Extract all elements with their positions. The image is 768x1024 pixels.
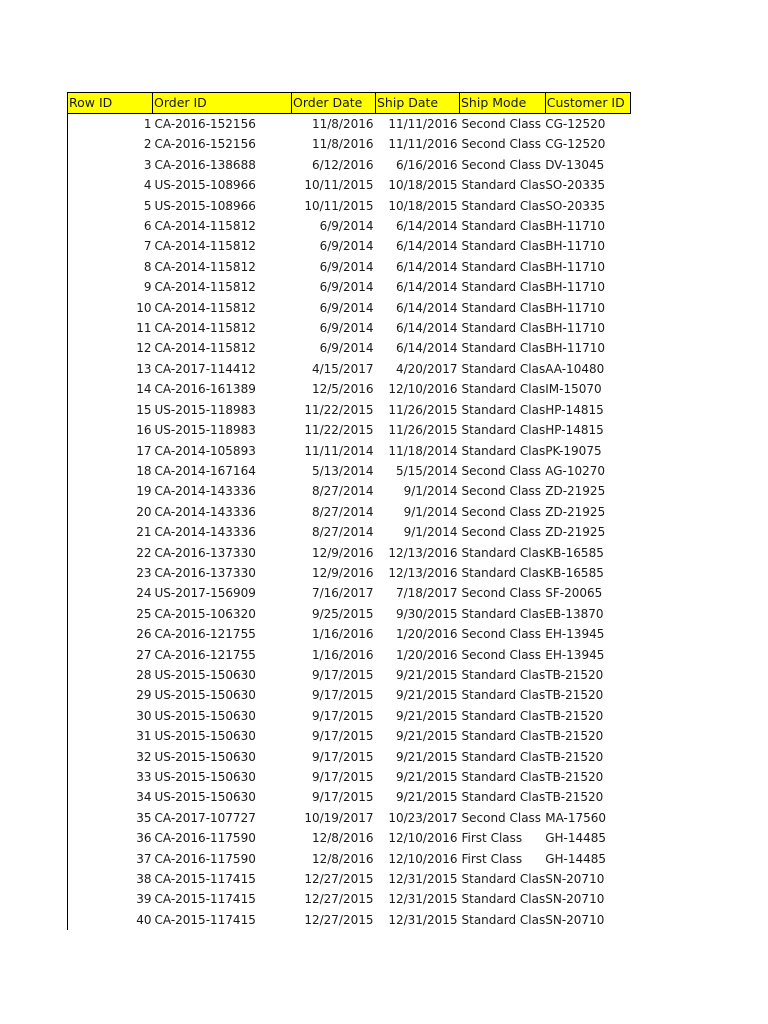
cell-ship-date[interactable]: 5/15/2014 xyxy=(395,463,458,478)
cell-ship-mode[interactable]: Standard Clas xyxy=(461,565,546,580)
cell-order-date[interactable]: 6/9/2014 xyxy=(319,321,374,336)
cell-ship-mode[interactable]: Second Class xyxy=(461,137,542,152)
cell-row-id[interactable]: 16 xyxy=(68,420,153,440)
cell-order-date[interactable]: 9/17/2015 xyxy=(311,688,374,703)
cell-order-id[interactable]: US-2015-108966 xyxy=(154,178,256,193)
cell-customer-id[interactable]: MA-17560 xyxy=(545,810,607,825)
cell-order-date[interactable]: 8/27/2014 xyxy=(311,525,374,540)
cell-customer-id[interactable]: ZD-21925 xyxy=(545,525,606,540)
table-row xyxy=(68,175,631,195)
cell-ship-mode[interactable]: Second Class xyxy=(461,484,542,499)
cell-order-id[interactable]: CA-2016-152156 xyxy=(154,117,256,131)
table-row xyxy=(68,318,631,338)
cell-order-id[interactable]: CA-2014-115812 xyxy=(154,239,256,254)
cell-ship-date[interactable]: 12/31/2015 xyxy=(388,892,458,907)
cell-row-id[interactable]: 28 xyxy=(68,665,153,685)
table-row xyxy=(68,787,631,807)
cell-customer-id[interactable]: TB-21520 xyxy=(545,790,604,805)
table-row xyxy=(68,134,631,154)
cell-order-date[interactable]: 9/25/2015 xyxy=(311,606,374,621)
table-row xyxy=(68,196,631,216)
cell-row-id[interactable]: 1 xyxy=(68,114,153,135)
table-row xyxy=(68,236,631,256)
cell-customer-id[interactable]: BH-11710 xyxy=(545,239,605,254)
cell-row-id[interactable]: 14 xyxy=(68,379,153,399)
cell-customer-id[interactable]: SN-20710 xyxy=(545,912,605,927)
cell-ship-date[interactable]: 12/10/2016 xyxy=(388,851,458,866)
cell-order-date[interactable]: 6/9/2014 xyxy=(319,300,374,315)
cell-ship-date[interactable]: 9/1/2014 xyxy=(403,525,458,540)
cell-ship-mode[interactable]: Second Class xyxy=(461,525,542,540)
cell-order-id[interactable]: US-2015-118983 xyxy=(154,423,256,438)
cell-customer-id[interactable]: ZD-21925 xyxy=(545,484,606,499)
cell-order-id[interactable]: CA-2016-152156 xyxy=(154,137,256,152)
cell-row-id[interactable]: 33 xyxy=(68,767,153,787)
cell-order-id[interactable]: CA-2016-117590 xyxy=(154,831,256,846)
cell-row-id[interactable]: 40 xyxy=(68,910,153,930)
cell-order-id[interactable]: CA-2014-143336 xyxy=(154,484,256,499)
cell-order-date[interactable]: 6/9/2014 xyxy=(319,259,374,274)
cell-ship-date[interactable]: 11/11/2016 xyxy=(388,117,458,131)
cell-order-date[interactable]: 9/17/2015 xyxy=(311,790,374,805)
table-row xyxy=(68,420,631,440)
cell-customer-id[interactable]: CG-12520 xyxy=(545,137,606,152)
cell-row-id[interactable]: 20 xyxy=(68,502,153,522)
cell-order-id[interactable]: CA-2014-115812 xyxy=(154,341,256,356)
cell-customer-id[interactable]: BH-11710 xyxy=(545,341,605,356)
table-row xyxy=(68,543,631,563)
cell-order-id[interactable]: CA-2017-114412 xyxy=(154,361,256,376)
cell-ship-date[interactable]: 6/14/2014 xyxy=(395,341,458,356)
cell-order-id[interactable]: US-2015-118983 xyxy=(154,402,256,417)
cell-order-id[interactable]: US-2015-150630 xyxy=(154,729,256,744)
table-row xyxy=(68,257,631,277)
cell-ship-mode[interactable]: Standard Clas xyxy=(461,402,546,417)
cell-order-id[interactable]: US-2015-150630 xyxy=(154,770,256,784)
table-row xyxy=(68,461,631,481)
cell-order-id[interactable]: CA-2015-117415 xyxy=(154,892,256,907)
cell-ship-date[interactable]: 10/18/2015 xyxy=(388,178,458,193)
cell-ship-mode[interactable]: Standard Clas xyxy=(461,341,546,356)
cell-customer-id[interactable]: TB-21520 xyxy=(545,770,604,784)
cell-order-id[interactable]: CA-2015-117415 xyxy=(154,912,256,927)
table-row xyxy=(68,583,631,603)
cell-order-date[interactable]: 12/8/2016 xyxy=(311,831,374,846)
cell-order-id[interactable]: US-2015-150630 xyxy=(154,667,256,682)
cell-order-id[interactable]: CA-2014-167164 xyxy=(154,463,256,478)
cell-order-date[interactable]: 10/11/2015 xyxy=(304,178,374,193)
cell-order-date[interactable]: 9/17/2015 xyxy=(311,708,374,723)
cell-ship-mode[interactable]: Standard Clas xyxy=(461,423,546,438)
cell-row-id[interactable]: 5 xyxy=(68,196,153,216)
cell-ship-date[interactable]: 12/13/2016 xyxy=(388,545,458,560)
cell-order-id[interactable]: CA-2014-115812 xyxy=(154,259,256,274)
cell-customer-id[interactable]: PK-19075 xyxy=(545,443,602,458)
cell-ship-mode[interactable]: Standard Clas xyxy=(461,443,546,458)
cell-ship-mode[interactable]: Standard Clas xyxy=(461,361,546,376)
cell-row-id[interactable]: 24 xyxy=(68,583,153,603)
header-ship-mode[interactable]: Ship Mode xyxy=(460,93,546,114)
cell-order-date[interactable]: 7/16/2017 xyxy=(311,586,374,601)
cell-row-id[interactable]: 38 xyxy=(68,869,153,889)
cell-order-date[interactable]: 4/15/2017 xyxy=(311,361,374,376)
cell-row-id[interactable]: 27 xyxy=(68,645,153,665)
cell-order-date[interactable]: 6/9/2014 xyxy=(319,280,374,295)
cell-row-id[interactable]: 39 xyxy=(68,889,153,909)
cell-ship-mode[interactable]: Standard Clas xyxy=(461,912,546,927)
cell-ship-mode[interactable]: Standard Clas xyxy=(461,667,546,682)
cell-row-id[interactable]: 6 xyxy=(68,216,153,236)
cell-ship-mode[interactable]: Standard Clas xyxy=(461,280,546,295)
cell-ship-mode[interactable]: Standard Clas xyxy=(461,749,546,764)
cell-ship-mode[interactable]: First Class xyxy=(461,831,523,846)
cell-row-id[interactable]: 29 xyxy=(68,685,153,705)
cell-ship-mode[interactable]: Standard Clas xyxy=(461,872,546,887)
header-row xyxy=(68,93,631,114)
cell-ship-mode[interactable]: Second Class xyxy=(461,157,542,172)
cell-customer-id[interactable]: GH-14485 xyxy=(545,851,607,866)
header-row-id[interactable]: Row ID xyxy=(68,93,153,114)
cell-row-id[interactable]: 10 xyxy=(68,298,153,318)
cell-customer-id[interactable]: KB-16585 xyxy=(545,565,604,580)
cell-customer-id[interactable]: CG-12520 xyxy=(545,117,606,131)
cell-row-id[interactable]: 23 xyxy=(68,563,153,583)
cell-order-date[interactable]: 12/9/2016 xyxy=(311,545,374,560)
table-row xyxy=(68,828,631,848)
header-ship-date[interactable]: Ship Date xyxy=(376,93,460,114)
table-row xyxy=(68,665,631,685)
cell-row-id[interactable]: 37 xyxy=(68,849,153,869)
cell-order-id[interactable]: CA-2016-138688 xyxy=(154,157,256,172)
cell-order-date[interactable]: 6/9/2014 xyxy=(319,239,374,254)
cell-ship-date[interactable]: 9/21/2015 xyxy=(395,667,458,682)
table-row xyxy=(68,379,631,399)
cell-customer-id[interactable]: BH-11710 xyxy=(545,280,605,295)
cell-order-date[interactable]: 12/5/2016 xyxy=(311,382,374,397)
table-row xyxy=(68,298,631,318)
cell-row-id[interactable]: 35 xyxy=(68,808,153,828)
cell-order-date[interactable]: 10/19/2017 xyxy=(304,810,374,825)
cell-ship-mode[interactable]: Standard Clas xyxy=(461,545,546,560)
cell-ship-date[interactable]: 10/23/2017 xyxy=(388,810,458,825)
cell-row-id[interactable]: 30 xyxy=(68,706,153,726)
cell-customer-id[interactable]: TB-21520 xyxy=(545,667,604,682)
cell-row-id[interactable]: 7 xyxy=(68,236,153,256)
table-row xyxy=(68,563,631,583)
cell-order-date[interactable]: 9/17/2015 xyxy=(311,749,374,764)
header-order-date[interactable]: Order Date xyxy=(292,93,376,114)
cell-ship-mode[interactable]: Standard Clas xyxy=(461,708,546,723)
cell-order-id[interactable]: CA-2017-107727 xyxy=(154,810,256,825)
cell-ship-date[interactable]: 6/14/2014 xyxy=(395,321,458,336)
cell-ship-date[interactable]: 4/20/2017 xyxy=(395,361,458,376)
cell-order-date[interactable]: 12/9/2016 xyxy=(311,565,374,580)
cell-customer-id[interactable]: AG-10270 xyxy=(545,463,606,478)
table-row xyxy=(68,685,631,705)
cell-ship-mode[interactable]: Second Class xyxy=(461,627,542,642)
cell-order-id[interactable]: CA-2014-105893 xyxy=(154,443,256,458)
cell-order-date[interactable]: 6/9/2014 xyxy=(319,341,374,356)
cell-row-id[interactable]: 19 xyxy=(68,481,153,501)
cell-ship-date[interactable]: 11/26/2015 xyxy=(388,402,458,417)
cell-order-date[interactable]: 11/11/2014 xyxy=(304,443,374,458)
cell-ship-date[interactable]: 9/1/2014 xyxy=(403,504,458,519)
cell-order-date[interactable]: 11/8/2016 xyxy=(311,137,374,152)
cell-customer-id[interactable]: SO-20335 xyxy=(545,198,606,213)
cell-ship-mode[interactable]: Standard Clas xyxy=(461,606,546,621)
cell-ship-date[interactable]: 6/14/2014 xyxy=(395,219,458,234)
cell-customer-id[interactable]: EH-13945 xyxy=(545,647,605,662)
cell-ship-mode[interactable]: Standard Clas xyxy=(461,729,546,744)
cell-order-date[interactable]: 9/17/2015 xyxy=(311,729,374,744)
table-row xyxy=(68,502,631,522)
table-row xyxy=(68,726,631,746)
spreadsheet xyxy=(67,92,631,930)
cell-order-id[interactable]: CA-2016-137330 xyxy=(154,565,256,580)
cell-ship-date[interactable]: 12/10/2016 xyxy=(388,382,458,397)
cell-customer-id[interactable]: TB-21520 xyxy=(545,729,604,744)
cell-ship-mode[interactable]: Standard Clas xyxy=(461,688,546,703)
cell-row-id[interactable]: 21 xyxy=(68,522,153,542)
cell-order-id[interactable]: US-2017-156909 xyxy=(154,586,256,601)
cell-row-id[interactable]: 18 xyxy=(68,461,153,481)
cell-ship-mode[interactable]: Standard Clas xyxy=(461,300,546,315)
table-row xyxy=(68,522,631,542)
cell-customer-id[interactable]: SF-20065 xyxy=(545,586,603,601)
cell-ship-date[interactable]: 6/14/2014 xyxy=(395,259,458,274)
cell-customer-id[interactable]: SO-20335 xyxy=(545,178,606,193)
cell-order-id[interactable]: CA-2016-137330 xyxy=(154,545,256,560)
cell-row-id[interactable]: 3 xyxy=(68,155,153,175)
cell-customer-id[interactable]: TB-21520 xyxy=(545,708,604,723)
cell-ship-date[interactable]: 10/18/2015 xyxy=(388,198,458,213)
table-row xyxy=(68,216,631,236)
cell-customer-id[interactable]: EH-13945 xyxy=(545,627,605,642)
cell-order-date[interactable]: 5/13/2014 xyxy=(311,463,374,478)
cell-row-id[interactable]: 26 xyxy=(68,624,153,644)
cell-order-id[interactable]: CA-2016-117590 xyxy=(154,851,256,866)
cell-customer-id[interactable]: HP-14815 xyxy=(545,402,604,417)
cell-customer-id[interactable]: EB-13870 xyxy=(545,606,604,621)
table-row xyxy=(68,441,631,461)
cell-ship-mode[interactable]: Standard Clas xyxy=(461,178,546,193)
table-row xyxy=(68,338,631,358)
cell-row-id[interactable]: 11 xyxy=(68,318,153,338)
cell-row-id[interactable]: 8 xyxy=(68,257,153,277)
cell-order-id[interactable]: US-2015-150630 xyxy=(154,790,256,805)
cell-ship-mode[interactable]: Second Class xyxy=(461,810,542,825)
cell-order-id[interactable]: CA-2016-161389 xyxy=(154,382,256,397)
cell-ship-date[interactable]: 1/20/2016 xyxy=(395,647,458,662)
cell-customer-id[interactable]: GH-14485 xyxy=(545,831,607,846)
cell-row-id[interactable]: 31 xyxy=(68,726,153,746)
cell-ship-mode[interactable]: Standard Clas xyxy=(461,790,546,805)
cell-ship-date[interactable]: 9/21/2015 xyxy=(395,790,458,805)
cell-order-date[interactable]: 12/27/2015 xyxy=(304,892,374,907)
cell-row-id[interactable]: 2 xyxy=(68,134,153,154)
cell-order-date[interactable]: 8/27/2014 xyxy=(311,484,374,499)
cell-order-id[interactable]: CA-2014-115812 xyxy=(154,219,256,234)
cell-ship-mode[interactable]: Standard Clas xyxy=(461,382,546,397)
table-row xyxy=(68,849,631,869)
table-row xyxy=(68,869,631,889)
cell-order-date[interactable]: 11/22/2015 xyxy=(304,402,374,417)
cell-order-id[interactable]: CA-2014-115812 xyxy=(154,300,256,315)
table-row xyxy=(68,889,631,909)
cell-order-id[interactable]: CA-2014-143336 xyxy=(154,504,256,519)
cell-order-date[interactable]: 10/11/2015 xyxy=(304,198,374,213)
cell-row-id[interactable]: 32 xyxy=(68,747,153,767)
cell-ship-mode[interactable]: Standard Clas xyxy=(461,219,546,234)
cell-ship-date[interactable]: 1/20/2016 xyxy=(395,627,458,642)
cell-ship-mode[interactable]: Standard Clas xyxy=(461,259,546,274)
table-body xyxy=(68,114,631,931)
cell-ship-date[interactable]: 9/21/2015 xyxy=(395,688,458,703)
cell-order-id[interactable]: CA-2014-115812 xyxy=(154,280,256,295)
cell-ship-mode[interactable]: Second Class xyxy=(461,586,542,601)
table-row xyxy=(68,767,631,787)
cell-row-id[interactable]: 34 xyxy=(68,787,153,807)
cell-ship-date[interactable]: 9/30/2015 xyxy=(395,606,458,621)
header-customer-id[interactable]: Customer ID xyxy=(545,93,630,114)
table-row xyxy=(68,277,631,297)
table-row xyxy=(68,645,631,665)
orders-table xyxy=(67,92,631,930)
cell-ship-date[interactable]: 9/21/2015 xyxy=(395,708,458,723)
cell-order-date[interactable]: 6/12/2016 xyxy=(311,157,374,172)
cell-customer-id[interactable]: IM-15070 xyxy=(545,382,602,397)
cell-ship-date[interactable]: 7/18/2017 xyxy=(395,586,458,601)
cell-customer-id[interactable]: BH-11710 xyxy=(545,259,605,274)
cell-ship-mode[interactable]: Standard Clas xyxy=(461,770,546,784)
cell-customer-id[interactable]: AA-10480 xyxy=(545,361,605,376)
table-row xyxy=(68,359,631,379)
cell-ship-date[interactable]: 9/21/2015 xyxy=(395,729,458,744)
cell-customer-id[interactable]: SN-20710 xyxy=(545,872,605,887)
table-row xyxy=(68,155,631,175)
cell-order-date[interactable]: 9/17/2015 xyxy=(311,770,374,784)
cell-order-date[interactable]: 1/16/2016 xyxy=(311,647,374,662)
cell-row-id[interactable]: 4 xyxy=(68,175,153,195)
cell-ship-mode[interactable]: Second Class xyxy=(461,463,542,478)
cell-order-id[interactable]: US-2015-150630 xyxy=(154,688,256,703)
cell-ship-date[interactable]: 6/16/2016 xyxy=(395,157,458,172)
cell-ship-mode[interactable]: Standard Clas xyxy=(461,321,546,336)
cell-ship-mode[interactable]: Second Class xyxy=(461,504,542,519)
cell-customer-id[interactable]: HP-14815 xyxy=(545,423,604,438)
cell-ship-date[interactable]: 6/14/2014 xyxy=(395,300,458,315)
cell-order-id[interactable]: CA-2014-115812 xyxy=(154,321,256,336)
cell-ship-date[interactable]: 12/31/2015 xyxy=(388,872,458,887)
cell-order-id[interactable]: US-2015-150630 xyxy=(154,708,256,723)
table-row xyxy=(68,706,631,726)
table-row xyxy=(68,400,631,420)
cell-order-id[interactable]: CA-2016-121755 xyxy=(154,647,256,662)
cell-ship-mode[interactable]: Second Class xyxy=(461,647,542,662)
table-row xyxy=(68,624,631,644)
table-row xyxy=(68,747,631,767)
cell-customer-id[interactable]: KB-16585 xyxy=(545,545,604,560)
cell-customer-id[interactable]: TB-21520 xyxy=(545,688,604,703)
cell-ship-mode[interactable]: Standard Clas xyxy=(461,892,546,907)
cell-customer-id[interactable]: BH-11710 xyxy=(545,219,605,234)
cell-ship-date[interactable]: 9/21/2015 xyxy=(395,770,458,784)
cell-order-date[interactable]: 8/27/2014 xyxy=(311,504,374,519)
cell-ship-date[interactable]: 6/14/2014 xyxy=(395,280,458,295)
cell-customer-id[interactable]: DV-13045 xyxy=(545,157,605,172)
cell-order-date[interactable]: 12/27/2015 xyxy=(304,912,374,927)
table-row xyxy=(68,481,631,501)
cell-order-id[interactable]: US-2015-150630 xyxy=(154,749,256,764)
cell-ship-mode[interactable]: Standard Clas xyxy=(461,239,546,254)
cell-order-id[interactable]: CA-2016-121755 xyxy=(154,627,256,642)
header-order-id[interactable]: Order ID xyxy=(153,93,292,114)
cell-row-id[interactable]: 25 xyxy=(68,604,153,624)
cell-customer-id[interactable]: ZD-21925 xyxy=(545,504,606,519)
cell-row-id[interactable]: 17 xyxy=(68,441,153,461)
cell-customer-id[interactable]: TB-21520 xyxy=(545,749,604,764)
cell-order-id[interactable]: CA-2014-143336 xyxy=(154,525,256,540)
cell-ship-date[interactable]: 12/31/2015 xyxy=(388,912,458,927)
cell-customer-id[interactable]: BH-11710 xyxy=(545,300,605,315)
cell-row-id[interactable]: 12 xyxy=(68,338,153,358)
cell-ship-mode[interactable]: Second Class xyxy=(461,117,542,131)
cell-ship-date[interactable]: 11/18/2014 xyxy=(388,443,458,458)
cell-row-id[interactable]: 13 xyxy=(68,359,153,379)
cell-ship-date[interactable]: 12/10/2016 xyxy=(388,831,458,846)
cell-customer-id[interactable]: BH-11710 xyxy=(545,321,605,336)
cell-ship-date[interactable]: 6/14/2014 xyxy=(395,239,458,254)
table-row xyxy=(68,604,631,624)
cell-ship-mode[interactable]: Standard Clas xyxy=(461,198,546,213)
cell-ship-date[interactable]: 11/11/2016 xyxy=(388,137,458,152)
cell-row-id[interactable]: 9 xyxy=(68,277,153,297)
cell-customer-id[interactable]: SN-20710 xyxy=(545,892,605,907)
cell-order-id[interactable]: CA-2015-117415 xyxy=(154,872,256,887)
cell-order-date[interactable]: 11/22/2015 xyxy=(304,423,374,438)
cell-order-date[interactable]: 12/27/2015 xyxy=(304,872,374,887)
cell-order-date[interactable]: 1/16/2016 xyxy=(311,627,374,642)
table-row xyxy=(68,910,631,930)
cell-ship-date[interactable]: 11/26/2015 xyxy=(388,423,458,438)
cell-ship-date[interactable]: 9/21/2015 xyxy=(395,749,458,764)
table-row xyxy=(68,114,631,135)
cell-order-id[interactable]: US-2015-108966 xyxy=(154,198,256,213)
cell-order-date[interactable]: 6/9/2014 xyxy=(319,219,374,234)
cell-row-id[interactable]: 22 xyxy=(68,543,153,563)
cell-order-date[interactable]: 9/17/2015 xyxy=(311,667,374,682)
cell-order-date[interactable]: 11/8/2016 xyxy=(311,117,374,131)
cell-order-id[interactable]: CA-2015-106320 xyxy=(154,606,256,621)
cell-ship-date[interactable]: 12/13/2016 xyxy=(388,565,458,580)
cell-row-id[interactable]: 36 xyxy=(68,828,153,848)
cell-order-date[interactable]: 12/8/2016 xyxy=(311,851,374,866)
cell-ship-date[interactable]: 9/1/2014 xyxy=(403,484,458,499)
cell-row-id[interactable]: 15 xyxy=(68,400,153,420)
cell-ship-mode[interactable]: First Class xyxy=(461,851,523,866)
table-row xyxy=(68,808,631,828)
